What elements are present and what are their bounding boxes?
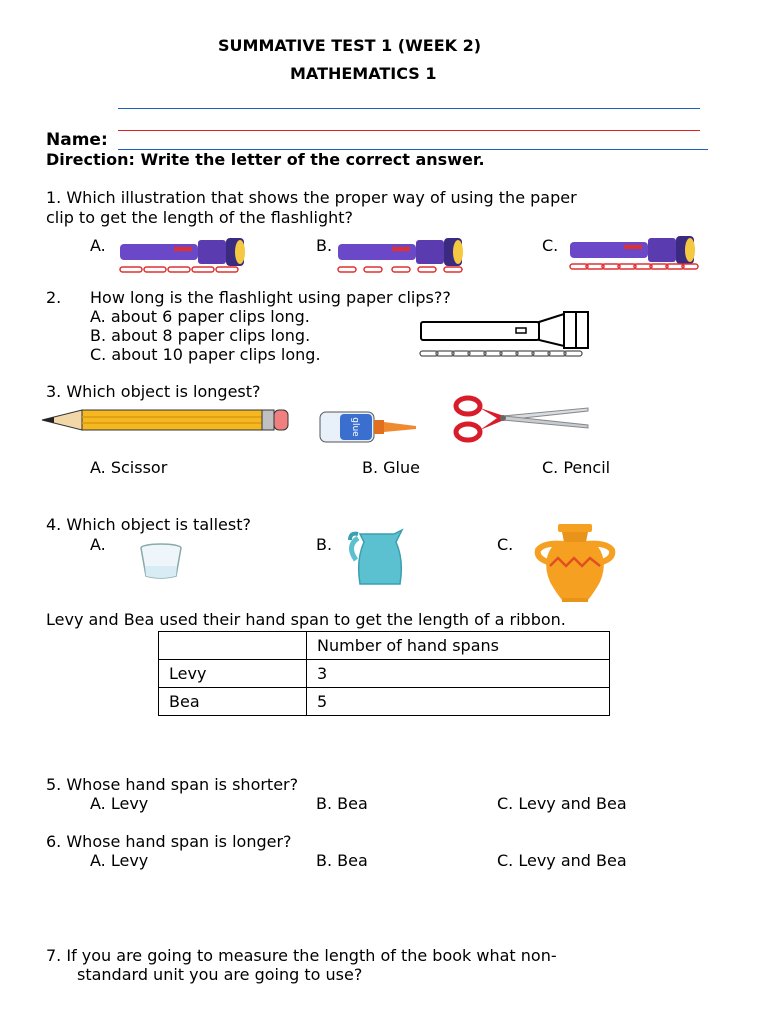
ribbon-text: Levy and Bea used their hand span to get the length of a ribbon.	[46, 610, 566, 629]
q2-option-b: B. about 8 paper clips long.	[90, 326, 311, 345]
flashlight-icon-a	[118, 236, 250, 274]
q6-option-a: A. Levy	[90, 851, 149, 870]
table-cell: 5	[307, 688, 610, 716]
glue-label: glue	[350, 417, 360, 437]
glue-icon	[318, 410, 422, 444]
test-title: SUMMATIVE TEST 1 (WEEK 2)	[218, 36, 482, 55]
q6-option-c: C. Levy and Bea	[497, 851, 627, 870]
q1-text-line1: 1. Which illustration that shows the proper way of using the paper	[46, 188, 577, 207]
q5-option-a: A. Levy	[90, 794, 149, 813]
q1-option-c: C.	[542, 236, 559, 255]
hand-span-table	[158, 631, 610, 716]
table-row	[159, 632, 610, 660]
q4-text: 4. Which object is tallest?	[46, 515, 251, 534]
direction-text: Direction: Write the letter of the correct answer.	[46, 150, 485, 169]
q3-option-a: A. Scissor	[90, 458, 168, 477]
q7-text-line2: standard unit you are going to use?	[77, 965, 363, 984]
q4-option-a: A.	[90, 535, 106, 554]
q2-number: 2.	[46, 288, 62, 307]
table-cell: Levy	[159, 660, 307, 688]
table-row	[159, 688, 610, 716]
vase-icon	[534, 522, 616, 604]
q1-option-a: A.	[90, 236, 106, 255]
q5-text: 5. Whose hand span is shorter?	[46, 775, 299, 794]
q2-option-c: C. about 10 paper clips long.	[90, 345, 321, 364]
blank-line-red	[118, 130, 700, 131]
q3-text: 3. Which object is longest?	[46, 382, 261, 401]
table-header-cell: Number of hand spans	[307, 632, 610, 660]
table-row	[159, 660, 610, 688]
name-label: Name:	[46, 130, 108, 150]
q2-option-a: A. about 6 paper clips long.	[90, 307, 310, 326]
table-cell: 3	[307, 660, 610, 688]
table-cell: Bea	[159, 688, 307, 716]
flashlight-outline-icon	[418, 310, 592, 360]
flashlight-icon-b	[336, 236, 468, 274]
q6-text: 6. Whose hand span is longer?	[46, 832, 292, 851]
q5-option-b: B. Bea	[316, 794, 368, 813]
scissors-icon	[452, 396, 592, 442]
q1-text-line2: clip to get the length of the flashlight?	[46, 208, 354, 227]
cup-icon	[138, 542, 184, 580]
q4-option-b: B.	[316, 535, 333, 554]
q2-text: How long is the flashlight using paper clips??	[90, 288, 451, 307]
q7-text-line1: 7. If you are going to measure the length of the book what non-	[46, 946, 557, 965]
pencil-icon	[40, 408, 292, 434]
q6-option-b: B. Bea	[316, 851, 368, 870]
subject-title: MATHEMATICS 1	[290, 64, 437, 83]
table-header-cell	[159, 632, 307, 660]
pitcher-icon	[344, 530, 408, 586]
q3-option-b: B. Glue	[362, 458, 420, 477]
q3-option-c: C. Pencil	[542, 458, 611, 477]
flashlight-icon-c	[568, 236, 700, 272]
q4-option-c: C.	[497, 535, 514, 554]
q5-option-c: C. Levy and Bea	[497, 794, 627, 813]
q1-option-b: B.	[316, 236, 333, 255]
blank-line-blue-1	[118, 108, 700, 109]
